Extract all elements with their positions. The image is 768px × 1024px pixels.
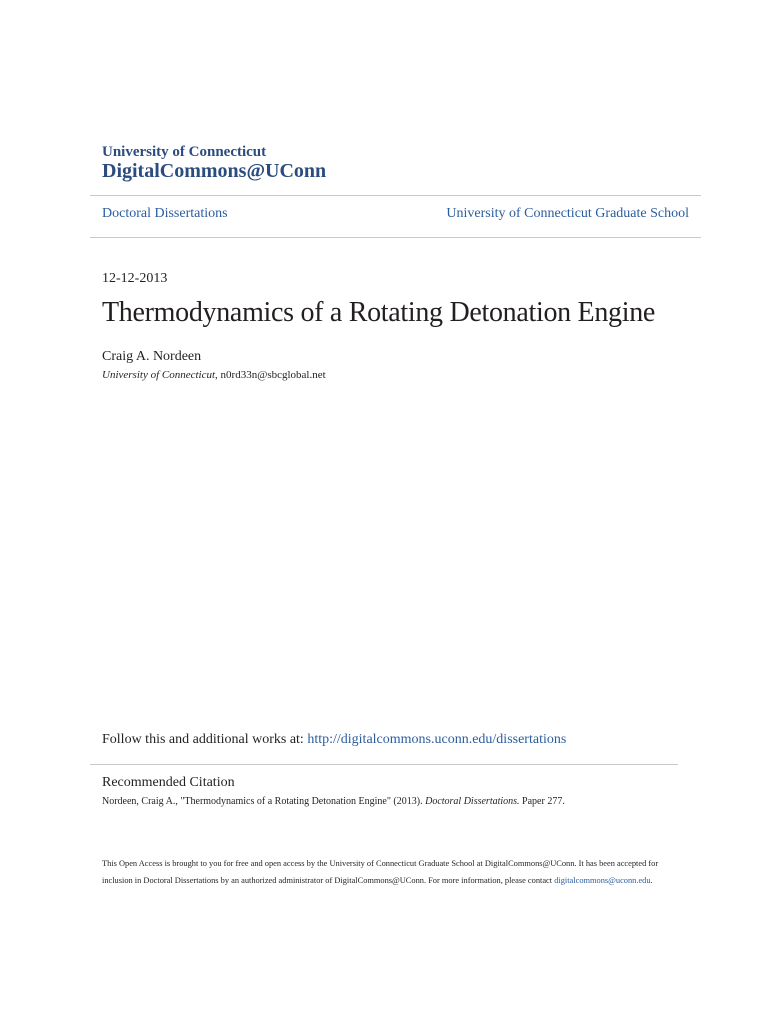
publication-date: 12-12-2013 (102, 271, 168, 286)
affiliation-separator: , (215, 369, 221, 381)
follow-line (102, 732, 566, 748)
citation-prefix: Nordeen, Craig A., "Thermodynamics of a Rotating Detonation Engine" (2013). (102, 796, 426, 807)
doctoral-dissertations-link[interactable]: Doctoral Dissertations (102, 206, 228, 221)
affiliation-name: University of Connecticut (102, 369, 216, 381)
citation-text (102, 796, 565, 807)
citation-suffix: Paper 277. (519, 796, 565, 807)
graduate-school-link[interactable]: University of Connecticut Graduate School (446, 206, 689, 221)
notice-text: This Open Access is brought to you for free and open access by the University of Connecticut Graduate School at DigitalCommons@UConn. It has been accepted for inclusion in Doctoral Dissertations by an authorized administrator of DigitalCommons@UConn. For more information, please contact (102, 859, 659, 885)
document-title: Thermodynamics of a Rotating Detonation Engine (102, 297, 656, 328)
contact-email-link[interactable]: digitalcommons@uconn.edu (554, 876, 651, 885)
notice-end: . (650, 876, 653, 885)
header-divider (90, 195, 701, 196)
citation-series: Doctoral Dissertations. (425, 796, 520, 807)
open-access-notice (102, 855, 672, 889)
author-email: n0rd33n@sbcglobal.net (220, 369, 326, 381)
author-name: Craig A. Nordeen (102, 349, 202, 364)
follow-divider (90, 764, 678, 765)
university-name: University of Connecticut (102, 144, 267, 160)
citation-heading: Recommended Citation (102, 775, 235, 790)
author-affiliation (102, 369, 326, 381)
repository-name: DigitalCommons@UConn (102, 160, 327, 182)
nav-divider (90, 237, 701, 238)
follow-text: Follow this and additional works at: (102, 732, 308, 747)
dissertations-url-link[interactable]: http://digitalcommons.uconn.edu/dissertations (307, 732, 567, 747)
